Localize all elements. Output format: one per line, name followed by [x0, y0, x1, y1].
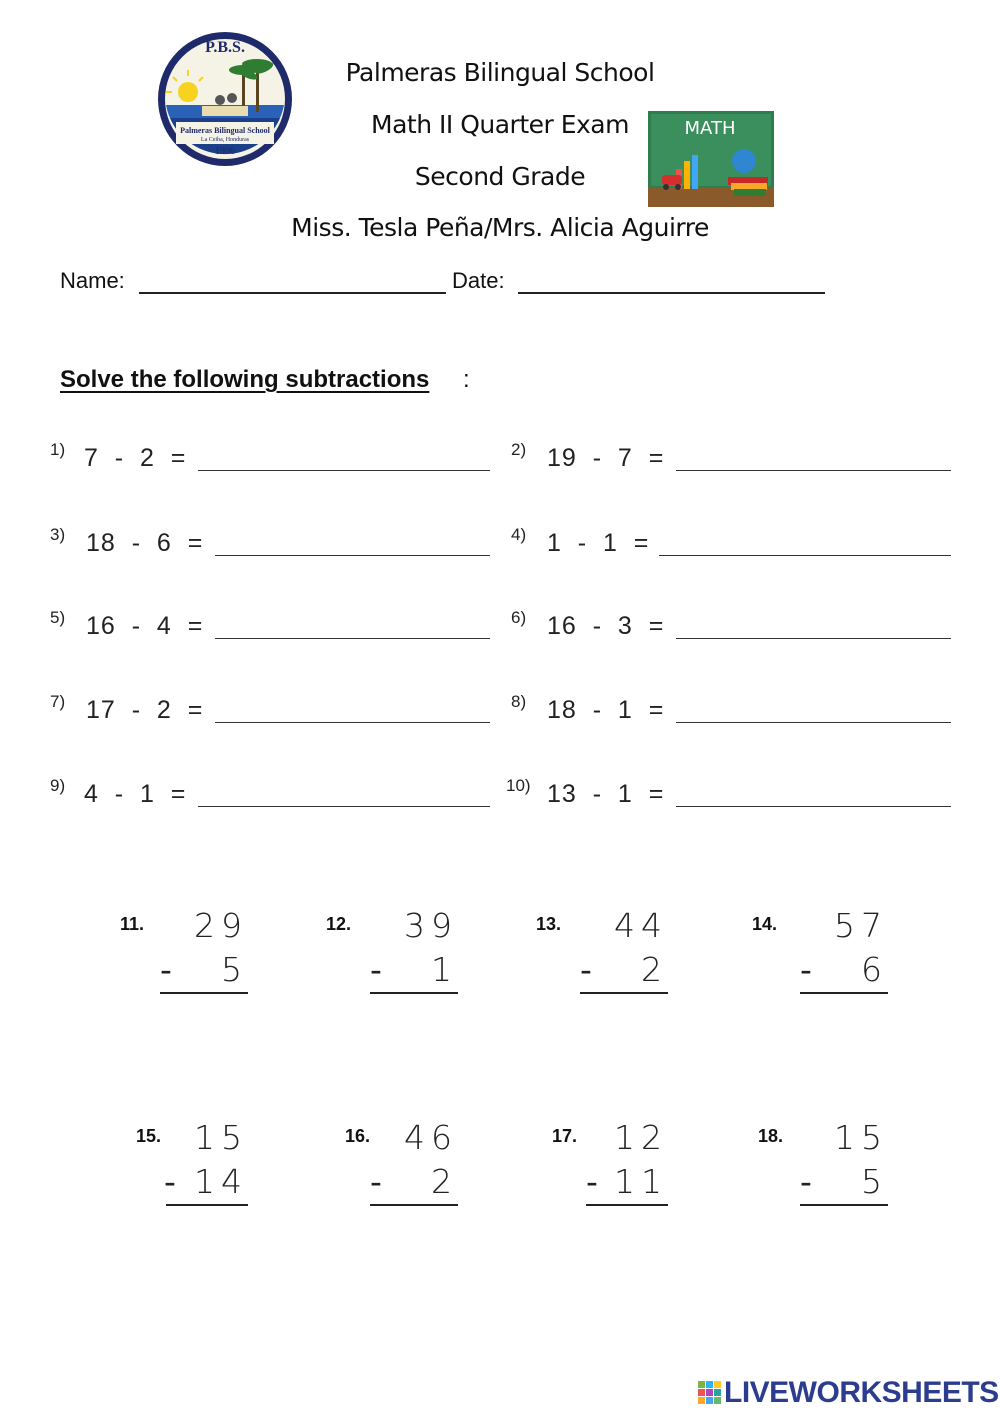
problem-expression: 18 - 6 =: [86, 529, 204, 557]
problem-number: 2): [511, 440, 527, 459]
subtrahend: 6: [861, 950, 888, 989]
problem-expression: 16 - 4 =: [86, 612, 204, 640]
problem-expression: 17 - 2 =: [86, 696, 204, 724]
answer-field[interactable]: [370, 992, 458, 994]
problem-number: 3): [50, 525, 66, 544]
problem-number: 11.: [120, 914, 145, 934]
problem-number: 10): [506, 776, 531, 795]
problem-number: 1): [50, 440, 66, 459]
answer-field[interactable]: [676, 470, 951, 471]
problem-9: [50, 776, 490, 816]
subtrahend: 14: [194, 1162, 248, 1201]
problem-1: [50, 440, 490, 480]
instruction-colon: :: [463, 366, 470, 393]
problem-number: 13.: [536, 914, 562, 934]
problem-expression: 7 - 2 =: [84, 444, 187, 472]
answer-field[interactable]: [676, 806, 951, 807]
school-title: Palmeras Bilingual School: [345, 58, 655, 87]
minuend: 44: [614, 906, 668, 945]
answer-field[interactable]: [215, 722, 490, 723]
problem-expression: 16 - 3 =: [547, 612, 665, 640]
answer-field[interactable]: [676, 722, 951, 723]
subtrahend: 2: [431, 1162, 458, 1201]
subtrahend: 2: [641, 950, 668, 989]
minus-sign: -: [370, 950, 382, 989]
answer-field[interactable]: [659, 555, 951, 556]
problem-expression: 4 - 1 =: [84, 780, 187, 808]
answer-field[interactable]: [676, 638, 951, 639]
problem-17: [552, 1118, 668, 1236]
name-label: Name:: [60, 268, 125, 293]
problem-number: 16.: [345, 1126, 371, 1146]
liveworksheets-watermark: LIVEWORKSHEETS: [724, 1376, 999, 1409]
answer-field[interactable]: [800, 992, 888, 994]
answer-field[interactable]: [160, 992, 248, 994]
problem-expression: 1 - 1 =: [547, 529, 650, 557]
subtrahend: 11: [614, 1162, 668, 1201]
problem-number: 12.: [326, 914, 352, 934]
math-chalkboard-image: [648, 111, 774, 207]
date-label: Date:: [452, 268, 505, 293]
problem-expression: 19 - 7 =: [547, 444, 665, 472]
subtrahend: 5: [221, 950, 248, 989]
problem-number: 9): [50, 776, 66, 795]
problem-4: [511, 525, 951, 565]
subtrahend: 1: [431, 950, 458, 989]
logo-location: La Ceiba, Honduras: [200, 137, 250, 143]
problem-7: [50, 692, 490, 732]
problem-number: 7): [50, 692, 66, 711]
problem-18: [758, 1118, 888, 1236]
problem-8: [511, 692, 951, 732]
answer-field[interactable]: [586, 1204, 668, 1206]
problem-number: 18.: [758, 1126, 784, 1146]
problem-number: 14.: [752, 914, 778, 934]
minuend: 29: [194, 906, 248, 945]
instruction-heading: Solve the following subtractions: [60, 366, 430, 393]
minus-sign: -: [370, 1162, 382, 1201]
answer-field[interactable]: [580, 992, 668, 994]
problem-number: 17.: [552, 1126, 578, 1146]
problem-10: [506, 776, 951, 816]
problem-5: [50, 608, 490, 648]
minuend: 15: [834, 1118, 888, 1157]
date-field[interactable]: [518, 292, 825, 294]
teachers-line: Miss. Tesla Peña/Mrs. Alicia Aguirre: [291, 213, 709, 242]
grade-title: Second Grade: [414, 162, 586, 191]
problem-12: [326, 906, 458, 1024]
problem-number: 15.: [136, 1126, 162, 1146]
problem-number: 4): [511, 525, 527, 544]
subtrahend: 5: [861, 1162, 888, 1201]
problem-3: [50, 525, 490, 565]
answer-field[interactable]: [215, 555, 490, 556]
answer-field[interactable]: [800, 1204, 888, 1206]
problem-15: [136, 1118, 248, 1236]
minuend: 15: [194, 1118, 248, 1157]
minus-sign: -: [586, 1162, 598, 1201]
problem-number: 8): [511, 692, 527, 711]
problem-11: [120, 906, 248, 1024]
minus-sign: -: [160, 950, 172, 989]
minus-sign: -: [800, 1162, 812, 1201]
logo-year: 1996: [215, 146, 235, 157]
name-field[interactable]: [139, 292, 446, 294]
minus-sign: -: [800, 950, 812, 989]
minuend: 57: [834, 906, 888, 945]
logo-monogram: P.B.S.: [205, 39, 245, 56]
minuend: 39: [404, 906, 458, 945]
school-logo: [156, 30, 294, 168]
logo-school-name: Palmeras Bilingual School: [180, 126, 270, 135]
problem-number: 5): [50, 608, 66, 627]
exam-title: Math II Quarter Exam: [371, 110, 629, 139]
problem-expression: 13 - 1 =: [547, 780, 665, 808]
liveworksheets-logo-icon: [698, 1381, 722, 1405]
problem-6: [511, 608, 951, 648]
answer-field[interactable]: [166, 1204, 248, 1206]
problem-16: [345, 1118, 458, 1236]
minuend: 46: [404, 1118, 458, 1157]
minus-sign: -: [580, 950, 592, 989]
minus-sign: -: [164, 1162, 176, 1201]
board-label: MATH: [684, 118, 736, 139]
problem-13: [536, 906, 668, 1024]
answer-field[interactable]: [370, 1204, 458, 1206]
problem-2: [511, 440, 951, 480]
problem-expression: 18 - 1 =: [547, 696, 665, 724]
answer-field[interactable]: [198, 806, 490, 807]
answer-field[interactable]: [198, 470, 490, 471]
problem-14: [752, 906, 888, 1024]
problem-number: 6): [511, 608, 527, 627]
minuend: 12: [614, 1118, 668, 1157]
answer-field[interactable]: [215, 638, 490, 639]
